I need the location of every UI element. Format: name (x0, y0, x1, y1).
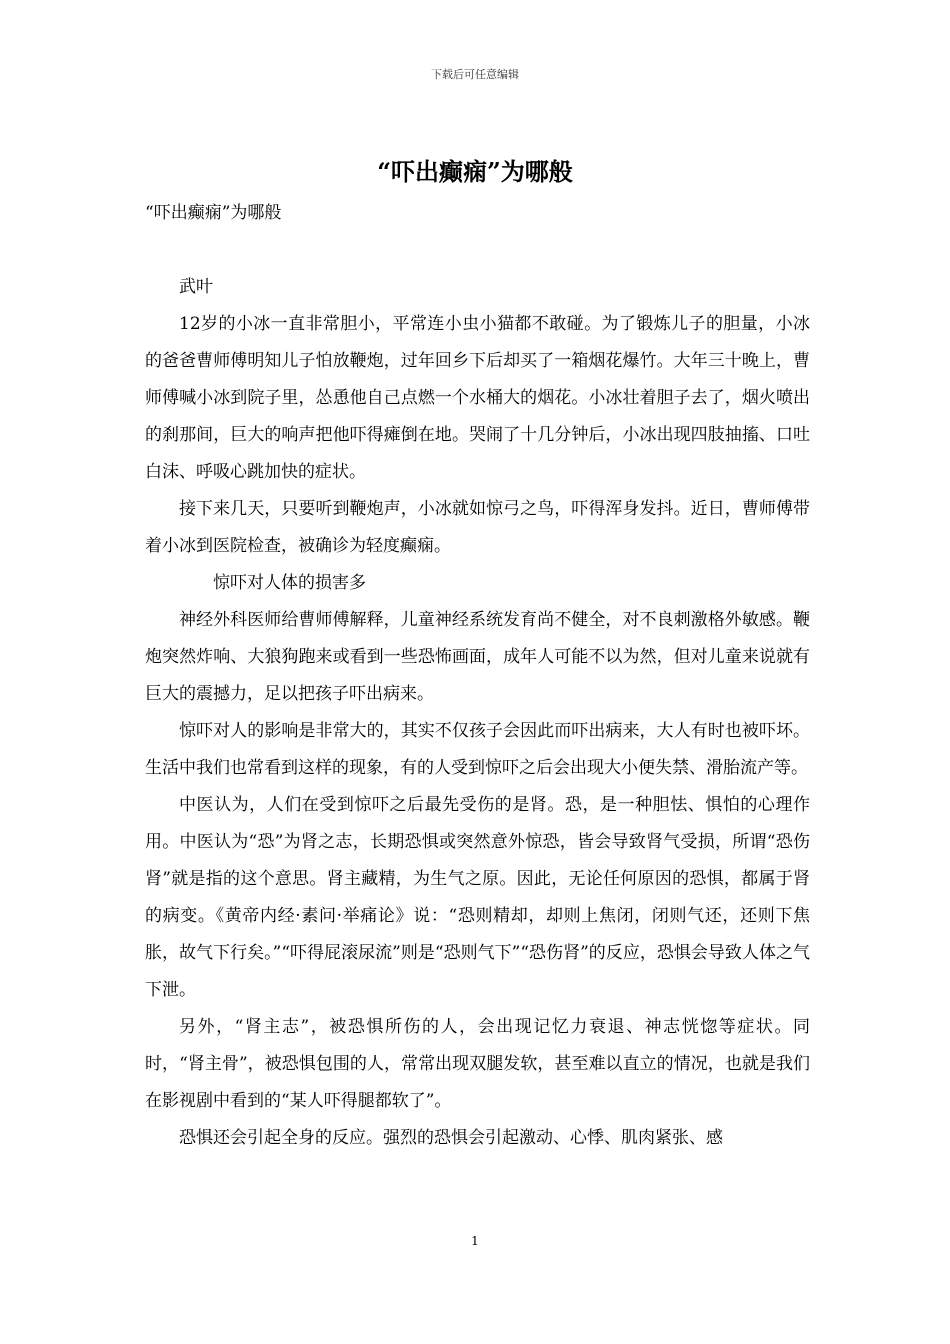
section-heading: 惊吓对人体的损害多 (213, 573, 366, 593)
paragraph: 另外，“肾主志”，被恐惧所伤的人，会出现记忆力衰退、神志恍惚等症状。同时，“肾主骨”，被恐惧包围的人，常常出现双腿发软，甚至难以直立的情况，也就是我们在影视剧中看到的“某人吓得腿都软了”。 (145, 1017, 810, 1111)
paragraph: 接下来几天，只要听到鞭炮声，小冰就如惊弓之鸟，吓得浑身发抖。近日，曹师傅带着小冰到医院检查，被确诊为轻度癫痫。 (145, 499, 810, 556)
document-subtitle: “吓出癫痫”为哪般 (145, 203, 282, 223)
page-number: 1 (471, 1234, 479, 1248)
paragraph: 惊吓对人的影响是非常大的，其实不仅孩子会因此而吓出病来，大人有时也被吓坏。生活中我们也常看到这样的现象，有的人受到惊吓之后会出现大小便失禁、滑胎流产等。 (145, 721, 810, 778)
paragraph: 恐惧还会引起全身的反应。强烈的恐惧会引起激动、心悸、肌肉紧张、感 (179, 1128, 723, 1148)
header-note: 下载后可任意编辑 (431, 68, 519, 81)
author-line: 武叶 (179, 277, 213, 297)
paragraph: 中医认为，人们在受到惊吓之后最先受伤的是肾。恐，是一种胆怯、惧怕的心理作用。中医认为“恐”为肾之志，长期恐惧或突然意外惊恐，皆会导致肾气受损，所谓“恐伤肾”就是指的这个意思。肾主藏精，为生气之原。因此，无论任何原因的恐惧，都属于肾的病变。《黄帝内经·素问·举痛论》说：“恐则精却，却则上焦闭，闭则气还，还则下焦胀，故气下行矣。”“吓得屁滚尿流”则是“恐则气下”“恐伤肾”的反应，恐惧会导致人体之气下泄。 (145, 795, 810, 1000)
document-title: “吓出癫痫”为哪般 (377, 157, 573, 186)
paragraph: 12岁的小冰一直非常胆小，平常连小虫小猫都不敢碰。为了锻炼儿子的胆量，小冰的爸爸曹师傅明知儿子怕放鞭炮，过年回乡下后却买了一箱烟花爆竹。大年三十晚上，曹师傅喊小冰到院子里，怂恿他自己点燃一个水桶大的烟花。小冰壮着胆子去了，烟火喷出的刹那间，巨大的响声把他吓得瘫倒在地。哭闹了十几分钟后，小冰出现四肢抽搐、口吐白沫、呼吸心跳加快的症状。 (145, 314, 810, 482)
document-body (145, 195, 810, 1157)
paragraph: 神经外科医师给曹师傅解释，儿童神经系统发育尚不健全，对不良刺激格外敏感。鞭炮突然炸响、大狼狗跑来或看到一些恐怖画面，成年人可能不以为然，但对儿童来说就有巨大的震撼力，足以把孩子吓出病来。 (145, 610, 810, 704)
blank-line (145, 232, 810, 269)
